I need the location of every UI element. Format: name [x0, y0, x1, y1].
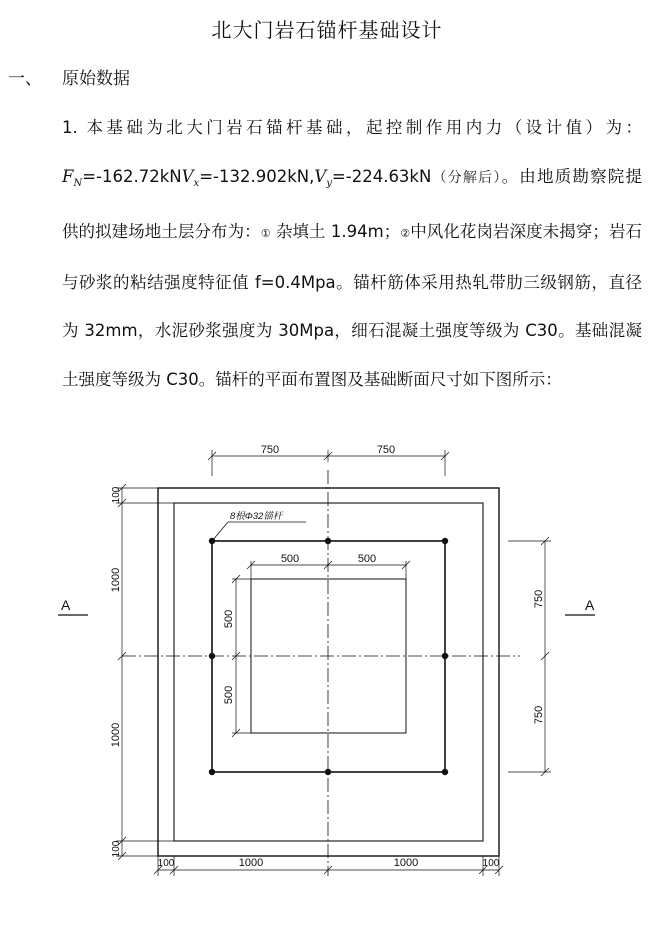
dim-top-right: 750: [376, 444, 396, 456]
dim-left-top-small: 100: [111, 486, 122, 504]
para-text-3: 杂填土 1.94m；: [270, 222, 401, 241]
para-text-4: 中风化花岗岩深度未揭穿；岩石与砂浆的粘结强度特征值 f=0.4Mpa。锚杆筋体采用热轧带肋三级钢筋，直径为 32mm，水泥砂浆强度为 30Mpa，细石混凝土强度等级为 C30。基础混凝土强度等级为 C30。锚杆的平面布置图及基础断面尺寸如下图所示：: [62, 222, 642, 389]
para-text-2: 。由地质勘察院提供的拟建场地土层分布为：: [62, 166, 643, 241]
dim-bottom-left-small: 100: [157, 858, 175, 869]
circled-two: ②: [400, 227, 411, 240]
vx-value: =-132.902kN,: [199, 166, 315, 186]
vx-symbol: V: [181, 166, 194, 186]
circled-one: ①: [260, 227, 271, 240]
dim-left-lower: 1000: [110, 722, 122, 748]
para-text-1: 1. 本基础为北大门岩石锚杆基础，起控制作用内力（设计值）为：: [62, 118, 642, 137]
section-marker-left: A: [61, 597, 71, 613]
anchor-bolt: [325, 769, 331, 775]
vy-subscript: y: [326, 177, 332, 189]
anchor-bolt: [442, 769, 448, 775]
foundation-plan-drawing: [0, 430, 654, 940]
dim-top-left: 750: [260, 444, 280, 456]
section-number: 一、: [8, 69, 42, 89]
anchor-bolt: [209, 653, 215, 659]
vx-subscript: x: [193, 177, 200, 189]
dim-inner-v-upper: 500: [223, 609, 235, 629]
vy-value: =-224.63kN: [331, 166, 432, 186]
anchor-layout-rectangle: [212, 541, 445, 772]
dim-left-upper: 1000: [110, 567, 122, 593]
dim-bottom-left: 1000: [238, 857, 264, 869]
design-paragraph: [62, 104, 642, 404]
fn-value: =-162.72kN: [82, 166, 182, 186]
dim-right-upper: 750: [533, 589, 545, 609]
foundation-inner-outline: [174, 503, 483, 841]
section-title: 原始数据: [62, 69, 130, 89]
dim-left-bottom-small: 100: [111, 840, 122, 858]
document-title: 北大门岩石锚杆基础设计: [211, 18, 443, 42]
vy-symbol: V: [314, 166, 327, 186]
anchor-leader-line: [212, 522, 228, 541]
fn-symbol: F: [62, 166, 74, 186]
anchor-bolt: [442, 538, 448, 544]
dim-inner-v-lower: 500: [223, 685, 235, 705]
dim-bottom-right-small: 100: [482, 858, 500, 869]
fn-subscript: N: [73, 177, 83, 189]
anchor-bolt: [442, 653, 448, 659]
dim-right-lower: 750: [533, 705, 545, 725]
dim-bottom-right: 1000: [393, 857, 419, 869]
anchor-label: 8根Φ32锚杆: [230, 511, 283, 522]
anchor-bolt: [209, 769, 215, 775]
dim-inner-left: 500: [280, 553, 300, 565]
anchor-bolt: [325, 538, 331, 544]
section-marker-right: A: [585, 597, 595, 613]
dim-inner-right: 500: [357, 553, 377, 565]
decomposed-note: （分解后）: [431, 169, 502, 186]
